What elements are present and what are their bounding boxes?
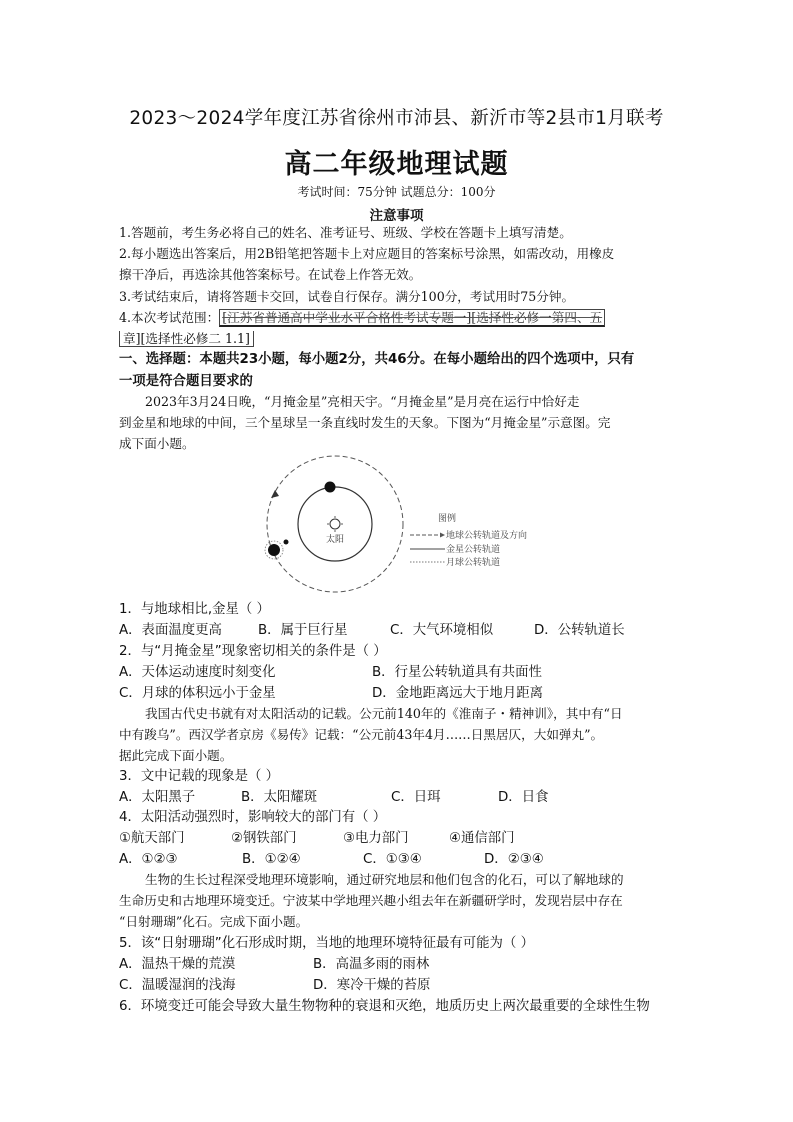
question-3-stem: 3．文中记载的现象是（ ）: [119, 769, 280, 784]
sun-label: 太阳: [325, 535, 345, 545]
passage1-line1: 2023年3月24日晚，“月掩金星”亮相天宇。“月掩金星”是月亮在运行中恰好走: [145, 394, 580, 409]
notice-item-2-cont: 擦干净后，再选涂其他答案标号。在试卷上作答无效。: [119, 267, 422, 282]
passage1-line2: 到金星和地球的中间，三个星球呈一条直线时发生的天象。下图为“月掩金星”示意图。完: [119, 415, 611, 430]
q4-item-4: ④通信部门: [449, 831, 515, 846]
scope-range-line2: 章][选择性必修二 1.1]: [119, 331, 254, 347]
scope-range-line1: [江苏省普通高中学业水平合格性考试专题一][选择性必修一第四、五: [219, 309, 605, 327]
q4-option-c: C．①③④: [363, 852, 422, 867]
q3-option-c: C．日珥: [391, 790, 441, 805]
legend-venus-orbit: 金星公转轨道: [446, 545, 501, 555]
scope-label: 4.本次考试范围：: [119, 310, 220, 325]
passage2-line3: 据此完成下面小题。: [119, 748, 233, 763]
scope-row: [119, 307, 605, 326]
q4-item-2: ②钢铁部门: [231, 831, 297, 846]
page-title: 高二年级地理试题: [284, 149, 509, 180]
q1-option-a: A．表面温度更高: [119, 623, 222, 638]
section-heading-cont: 一项是符合题目要求的: [119, 374, 253, 389]
q4-option-d: D．②③④: [484, 852, 544, 867]
sun-rays: [327, 516, 343, 532]
notice-item-1: 1.答题前，考生务必将自己的姓名、准考证号、班级、学校在答题卡上填写清楚。: [119, 225, 572, 240]
q2-option-d: D．金地距离远大于地月距离: [372, 686, 543, 701]
q1-option-d: D．公转轨道长: [534, 623, 625, 638]
legend-arrow-icon: [440, 533, 445, 538]
q2-option-b: B．行星公转轨道具有共面性: [372, 665, 542, 680]
q2-option-a: A．天体运动速度时刻变化: [119, 665, 276, 680]
section-heading: 一、选择题：本题共23小题，每小题2分，共46分。在每小题给出的四个选项中，只有: [119, 352, 635, 367]
venus-orbit: [298, 487, 372, 561]
q5-option-d: D．寒冷干燥的苔原: [313, 978, 431, 993]
question-1-stem: 1．与地球相比,金星（ ）: [119, 602, 270, 617]
earth-orbit: [267, 456, 403, 592]
passage1-line3: 成下面小题。: [119, 436, 195, 451]
moon-body: [284, 540, 289, 545]
q4-option-b: B．①②④: [242, 852, 301, 867]
q5-option-a: A．温热干燥的荒漠: [119, 957, 236, 972]
exam-series-title: 2023～2024学年度江苏省徐州市沛县、新沂市等2县市1月联考: [129, 108, 664, 129]
exam-info: 考试时间：75分钟 试题总分：100分: [297, 185, 496, 199]
q4-item-3: ③电力部门: [343, 831, 409, 846]
notice-heading: 注意事项: [369, 208, 424, 224]
q1-option-c: C．大气环境相似: [390, 623, 494, 638]
q2-option-c: C．月球的体积远小于金星: [119, 686, 276, 701]
legend-moon-orbit: 月球公转轨道: [446, 558, 501, 568]
q3-option-d: D．日食: [498, 790, 549, 805]
question-4-stem: 4．太阳活动强烈时，影响较大的部门有（ ）: [119, 810, 387, 825]
passage2-line1: 我国古代史书就有对太阳活动的记载。公元前140年的《淮南子・精神训》，其中有“日: [145, 706, 623, 721]
q1-option-b: B．属于巨行星: [258, 623, 348, 638]
q4-option-a: A．①②③: [119, 852, 178, 867]
question-6-stem: 6．环境变迁可能会导致大量生物物种的衰退和灭绝，地质历史上两次最重要的全球性生物: [119, 999, 650, 1014]
moon-occults-venus-diagram: [255, 450, 555, 595]
q4-item-1: ①航天部门: [119, 831, 185, 846]
sun-icon: [330, 519, 340, 529]
orbit-direction-arrow: [271, 490, 279, 498]
notice-item-3: 3.考试结束后，请将答题卡交回，试卷自行保存。满分100分，考试用时75分钟。: [119, 289, 575, 304]
passage3-line1: 生物的生长过程深受地理环境影响，通过研究地层和他们包含的化石，可以了解地球的: [145, 872, 624, 887]
q5-option-c: C．温暖湿润的浅海: [119, 978, 236, 993]
q5-option-b: B．高温多雨的雨林: [313, 957, 430, 972]
notice-item-2: 2.每小题选出答案后，用2B铅笔把答题卡上对应题目的答案标号涂黑，如需改动，用橡皮: [119, 246, 615, 261]
passage3-line2: 生命历史和古地理环境变迁。宁波某中学地理兴趣小组去年在新疆研学时，发现岩层中存在: [119, 893, 623, 908]
question-2-stem: 2．与“月掩金星”现象密切相关的条件是（ ）: [119, 644, 387, 659]
question-5-stem: 5．该“日射珊瑚”化石形成时期，当地的地理环境特征最有可能为（ ）: [119, 936, 534, 951]
venus-body: [325, 482, 336, 493]
legend-title: 图例: [438, 514, 457, 524]
q3-option-a: A．太阳黑子: [119, 790, 196, 805]
scope-row-2: [119, 328, 254, 347]
q3-option-b: B．太阳耀斑: [241, 790, 318, 805]
earth-body: [268, 544, 280, 556]
passage3-line3: “日射珊瑚”化石。完成下面小题。: [119, 914, 309, 929]
passage2-line2: 中有踆乌”。西汉学者京房《易传》记载：“公元前43年4月……日黑居仄，大如弹丸”。: [119, 727, 604, 742]
legend-earth-orbit: 地球公转轨道及方向: [446, 531, 528, 541]
